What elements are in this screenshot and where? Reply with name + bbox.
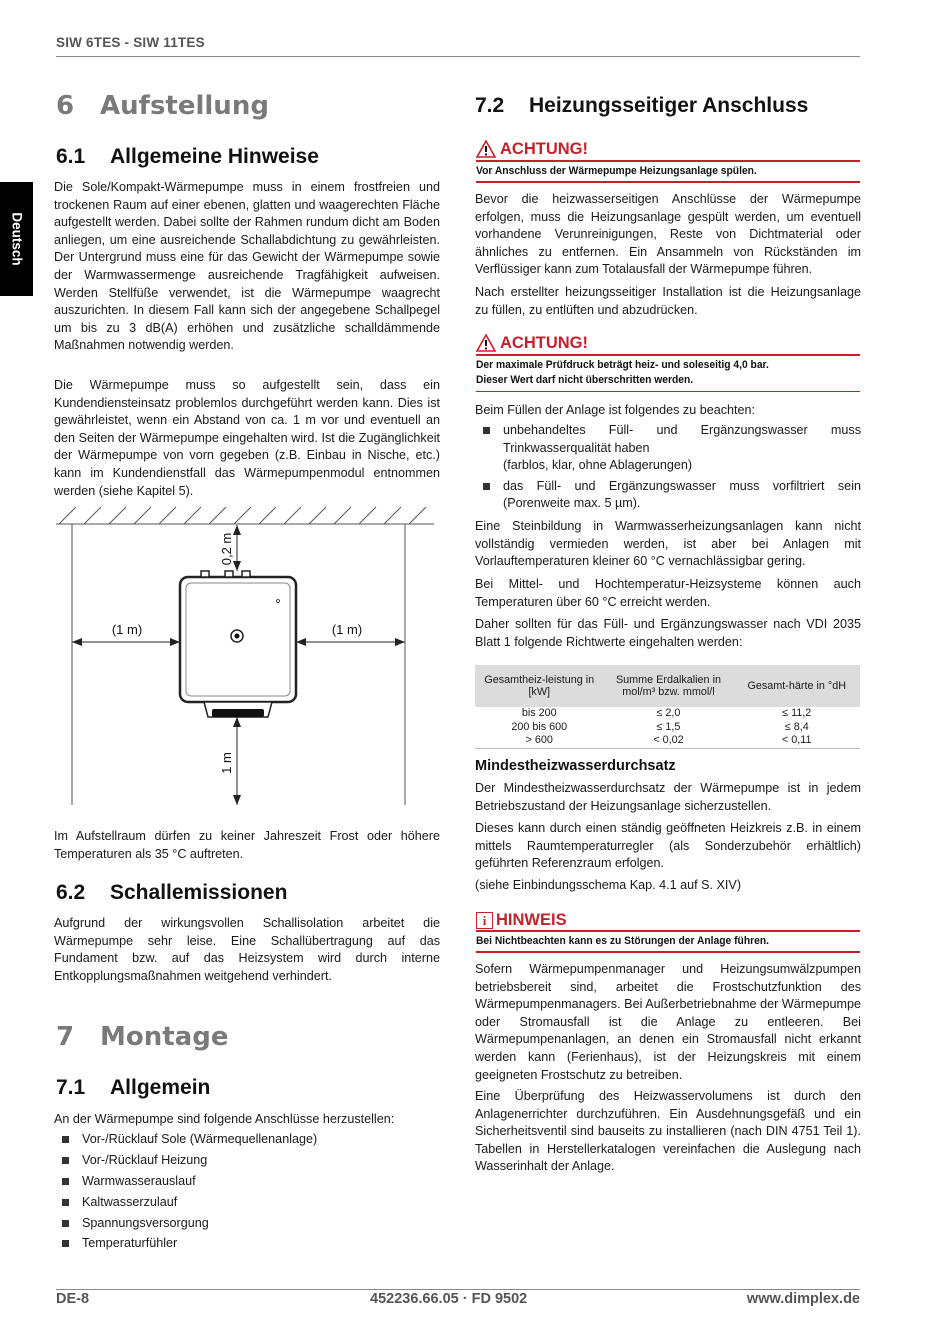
left-gap-label: (1 m) (111, 622, 143, 637)
hint-text: Bei Nichtbeachten kann es zu Störungen der Anlage führen. (476, 934, 770, 947)
section-7-1-heading (56, 1076, 210, 1100)
list-item (475, 478, 861, 513)
warning-text: Vor Anschluss der Wärmepumpe Heizungsanlage spülen. (476, 164, 757, 177)
table-header-cell: Gesamt-härte in °dH (733, 665, 860, 707)
heat-pump-unit (180, 571, 296, 717)
list-item-note: (farblos, klar, ohne Ablagerungen) (503, 458, 693, 473)
section-title: Allgemeine Hinweise (110, 145, 319, 168)
paragraph-7-2-d: Eine Steinbildung in Warmwasserheizungsanlagen kann nicht vollständig vermieden werden, ist aber bei Anlagen mit Vorlauftemperaturen kleiner 60 °C vernachlässigbar gering. (475, 519, 861, 569)
paragraph-7-2-e: Bei Mittel- und Hochtemperatur-Heizsysteme können auch Temperaturen über 60 °C erreicht werden. (475, 577, 861, 609)
paragraph-min-flow-3: (siehe Einbindungsschema Kap. 4.1 auf S. XIV) (475, 878, 742, 892)
filling-list (475, 422, 861, 513)
section-title: Allgemein (110, 1076, 211, 1099)
hint-rule (476, 930, 860, 932)
warning-title: ACHTUNG! (500, 333, 588, 352)
list-item: Temperaturfühler (54, 1235, 440, 1253)
page-number: DE-8 (56, 1291, 90, 1307)
warning-box-pressure (476, 333, 860, 392)
section-number: 6.1 (56, 145, 86, 168)
table-header-row (475, 665, 860, 707)
table-cell: ≤ 2,0 (656, 707, 681, 719)
list-item: Warmwasserauslauf (54, 1173, 440, 1191)
list-item: Vor-/Rücklauf Heizung (54, 1152, 440, 1170)
website-link[interactable]: www.dimplex.de (746, 1291, 860, 1307)
chapter-number: 6 (56, 91, 75, 121)
water-quality-table (475, 665, 860, 748)
paragraph-6-1-a: Die Sole/Kompakt-Wärmepumpe muss in einem frostfreien und trockenen Raum auf einer ebenen, glatten und waagerechten Fläche aufgestellt werden. Dabei sollte der Rahmen rundum dicht am Boden anliegen, um eine ausreichende Schallabdichtung zu gewährleisten. Der Untergrund muss eine für das Gewicht der Wärmepumpe sowie der Warmwassermenge ausreichende Tragfähigkeit aufweisen. Werden Stellfüße verwendet, ist die Wärmepumpe waagrecht auszurichten. In diesem Fall kann sich der angegebene Schallpegel um bis zu 3 dB(A) erhöhen und zusätzliche schalldämmende Maßnahmen notwendig werden. (54, 180, 440, 353)
paragraph-volume-check: Eine Überprüfung des Heizwasservolumens ist durch den Anlagenerrichter durchzuführen. Ein Ausdehnungsgefäß und ein Sicherheitsventil sind bauseits zu installieren (nach DIN 4751 Teil 1). Tabellen in Herstellerkatalogen vereinfachen die Auslegung nach Wasserinhalt der Anlage. (475, 1089, 861, 1174)
table-bottom-rule (475, 748, 860, 749)
paragraph-frost-protection: Sofern Wärmepumpenmanager und Heizungsumwälzpumpen betriebsbereit sind, arbeitet die Frostschutzfunktion des Wärmepumpenmanagers. Bei Außerbetriebnahme der Wärmepumpe oder Stromausfall ist die Anlage zu entleeren. Bei Wärmepumpenanlagen, an denen ein Stromausfall nicht erkannt werden kann (Ferienhaus), ist der Heizungskreis mit einem geeigneten Frostschutz zu betreiben. (475, 962, 861, 1082)
table-cell: ≤ 11,2 (782, 707, 812, 719)
front-gap-label: 1 m (219, 752, 234, 774)
footer-rule (56, 1289, 860, 1290)
table-cell: > 600 (525, 734, 553, 746)
table-cell: ≤ 1,5 (656, 720, 681, 733)
table-cell: bis 200 (521, 707, 557, 719)
warning-box-flush (476, 139, 860, 183)
table-row (475, 707, 860, 721)
table-cell: 200 bis 600 (511, 720, 568, 733)
list-item: Kaltwasserzulauf (54, 1194, 440, 1212)
warning-rule (476, 181, 860, 183)
warning-text-line-1: Der maximale Prüfdruck beträgt heiz- und soleseitig 4,0 bar. (476, 358, 769, 371)
table-row (475, 721, 860, 735)
section-number: 7.2 (475, 94, 505, 117)
section-number: 6.2 (56, 881, 86, 904)
chapter-number: 7 (56, 1022, 75, 1052)
warning-title: ACHTUNG! (500, 139, 588, 158)
list-item: Vor-/Rücklauf Sole (Wärmequellenanlage) (54, 1131, 440, 1149)
paragraph-7-1: An der Wärmepumpe sind folgende Anschlüsse herzustellen: (54, 1112, 395, 1126)
chapter-6-heading (56, 91, 269, 121)
hint-title: HINWEIS (496, 910, 567, 929)
paragraph-6-2: Aufgrund der wirkungsvollen Schallisolation arbeitet die Wärmepumpe sehr leise. Eine Schallübertragung auf das Fundament bzw. auf das Heizsystem wird durch interne Entkopplungsmaßnahmen weitgehend verhindert. (54, 916, 440, 983)
hint-rule (476, 951, 860, 953)
table-cell: < 0,02 (653, 734, 684, 746)
connection-list (54, 1131, 440, 1253)
list-item-text: unbehandeltes Füll- und Ergänzungswasser muss Trinkwasserqualität haben (503, 423, 861, 455)
chapter-title: Aufstellung (100, 91, 269, 121)
paragraph-min-flow-2: Dieses kann durch einen ständig geöffneten Heizkreis z.B. in einem mittels Raumtemperaturregler (als Sonderzubehör erhältlich) geführten Referenzraum erfolgen. (475, 821, 861, 871)
clearance-diagram (54, 505, 440, 820)
top-gap-label: 0,2 m (219, 532, 234, 566)
section-number: 7.1 (56, 1076, 86, 1099)
hint-box (476, 910, 860, 953)
right-gap-label: (1 m) (331, 622, 363, 637)
warning-rule (476, 160, 860, 162)
subheading-min-flow: Mindestheizwasserdurchsatz (475, 758, 676, 774)
running-header: SIW 6TES - SIW 11TES (56, 35, 205, 50)
paragraph-7-2-a: Bevor die heizwasserseitigen Anschlüsse der Wärmepumpe erfolgen, muss die Heizungsanlage gespült werden, um eventuell vorhandene Verunreinigungen, Reste von Dichtmaterial oder ähnliches zu entfernen. Ein Ansammeln von Rückständen im Verflüssiger kann zum Totalausfall der Wärmepumpe führen. (475, 192, 861, 277)
warning-rule (476, 354, 860, 356)
paragraph-7-2-c: Beim Füllen der Anlage ist folgendes zu beachten: (475, 403, 756, 417)
chapter-7-heading (56, 1022, 228, 1052)
paragraph-6-1-c: Im Aufstellraum dürfen zu keiner Jahreszeit Frost oder höhere Temperaturen als 35 °C auftreten. (54, 829, 440, 861)
warning-text-line-2: Dieser Wert darf nicht überschritten werden. (476, 374, 694, 386)
section-title: Heizungsseitiger Anschluss (529, 94, 809, 117)
paragraph-7-2-b: Nach erstellter heizungsseitiger Installation ist die Heizungsanlage zu füllen, zu entlüften und abzudrücken. (475, 285, 861, 317)
paragraph-7-2-f: Daher sollten für das Füll- und Ergänzungswasser nach VDI 2035 Blatt 1 folgende Richtwerte eingehalten werden: (475, 617, 861, 649)
language-tab-label: Deutsch (9, 212, 24, 266)
warning-rule (476, 391, 860, 393)
section-6-1-heading (56, 145, 319, 169)
list-item-text: das Füll- und Ergänzungswasser muss vorfiltriert sein (Porenweite max. 5 µm). (503, 478, 861, 511)
table-cell: ≤ 8,4 (784, 720, 809, 733)
table-row (475, 734, 860, 748)
warning-triangle-icon (476, 334, 496, 352)
table-header-cell: Summe Erdalkalien in mol/m³ bzw. mmol/l (603, 665, 733, 707)
warning-triangle-icon (476, 140, 496, 158)
table-cell: < 0,11 (781, 734, 812, 746)
section-title: Schallemissionen (110, 881, 288, 904)
info-icon: i (476, 912, 493, 929)
list-item (475, 422, 861, 475)
section-7-2-heading (475, 94, 808, 118)
table-header-cell: Gesamtheiz-leistung in [kW] (475, 665, 603, 707)
paragraph-min-flow-1: Der Mindestheizwasserdurchsatz der Wärmepumpe ist in jedem Betriebszustand der Heizungsanlage sicherzustellen. (475, 781, 861, 813)
chapter-title: Montage (100, 1022, 229, 1052)
paragraph-6-1-b: Die Wärmepumpe muss so aufgestellt sein, dass ein Kundendiensteinsatz problemlos durchgeführt werden kann. Dies ist gewährleistet, wenn ein Abstand von ca. 1 m vor und eventuell an den Seiten der Wärmepumpe eingehalten wird. Ist die Zugänglichkeit der Wärmepumpe von vorn gegeben (z.B. Einbau in Nische, etc.) kann im Kundendienstfall das Wärmepumpenmodul entnommen werden (siehe Kapitel 5). (54, 378, 440, 498)
document-number: 452236.66.05 · FD 9502 (370, 1291, 528, 1307)
list-item: Spannungsversorgung (54, 1215, 440, 1233)
header-rule (56, 56, 860, 57)
language-tab (0, 182, 33, 296)
section-6-2-heading (56, 881, 287, 905)
